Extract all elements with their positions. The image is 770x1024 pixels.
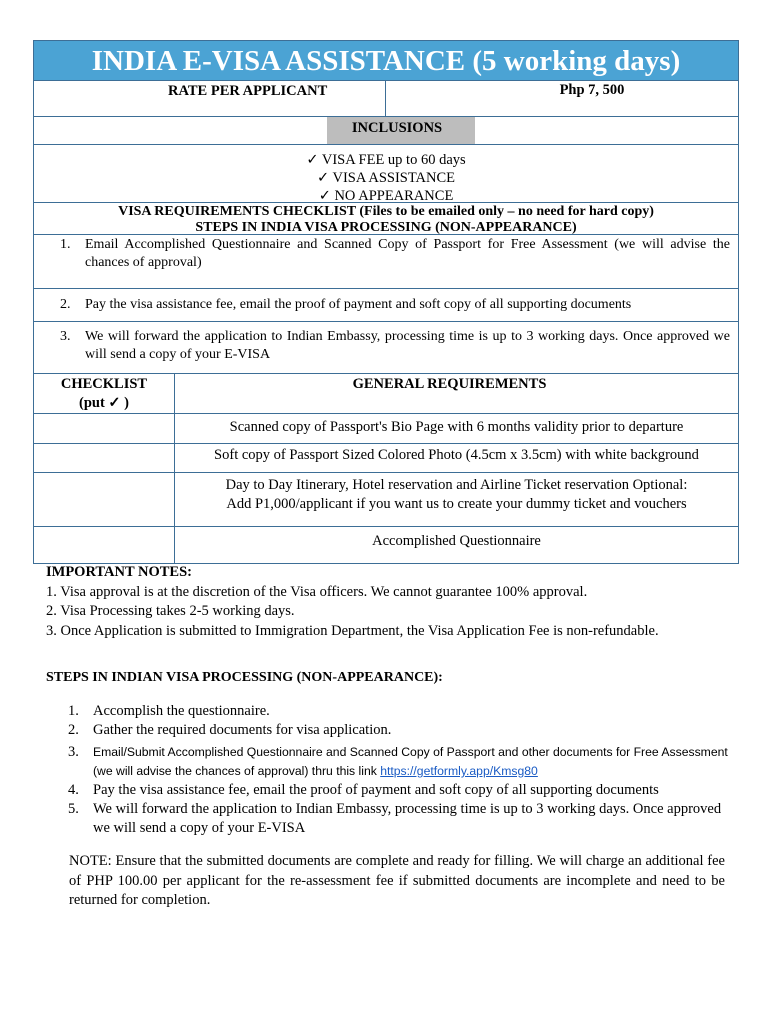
important-note-item: 3. Once Application is submitted to Immigration Department, the Visa Application Fee is non-refundable. [46, 622, 659, 639]
processing-list [68, 702, 728, 838]
list-number: 1. [68, 703, 79, 719]
step-row [34, 234, 738, 288]
list-number: 4. [68, 782, 79, 798]
checklist-checkbox-cell[interactable] [34, 414, 175, 443]
checklist-header-sub: (put ✓ ) [78, 395, 129, 411]
important-notes [46, 563, 659, 641]
list-text-body: Email/Submit Accomplished Questionnaire and Scanned Copy of Passport and other documents for Free Assessment (we will advise the chances of approval) thru this link [93, 745, 728, 778]
requirement-text: Accomplished Questionnaire [372, 533, 541, 549]
step-row [34, 288, 738, 321]
step-text: Pay the visa assistance fee, email the proof of payment and soft copy of all supporting documents [85, 297, 632, 312]
list-text: Pay the visa assistance fee, email the proof of payment and soft copy of all supporting documents [93, 782, 659, 798]
rate-row [34, 80, 738, 116]
rate-label: RATE PER APPLICANT [34, 81, 386, 116]
step-text: Email Accomplished Questionnaire and Scanned Copy of Passport for Free Assessment (we will advise the chances of approval) [85, 237, 730, 270]
requirements-column-header: GENERAL REQUIREMENTS [352, 376, 547, 392]
footer-note: NOTE: Ensure that the submitted documents are complete and ready for filling. We will charge an additional fee of PHP 100.00 per applicant for the re-assessment fee if submitted documents are incomplete and need to be returned for completion. [69, 853, 725, 908]
inclusion-item: ✓ NO APPEARANCE [318, 188, 454, 204]
checklist-row [34, 526, 738, 563]
requirement-line: Add P1,000/applicant if you want us to create your dummy ticket and vouchers [226, 496, 687, 512]
step-number: 2. [60, 297, 71, 312]
list-text: Accomplish the questionnaire. [93, 703, 270, 719]
list-text: Gather the required documents for visa application. [93, 722, 392, 738]
checklist-checkbox-cell[interactable] [34, 473, 175, 526]
questionnaire-link[interactable]: https://getformly.app/Kmsg80 [380, 764, 538, 778]
checklist-row [34, 413, 738, 443]
rate-value: Php 7, 500 [559, 82, 625, 98]
checklist-checkbox-cell[interactable] [34, 527, 175, 563]
list-number: 2. [68, 722, 79, 738]
step-text: We will forward the application to Indian Embassy, processing time is up to 3 working days. Once approved we will send a copy of your E-VISA [85, 329, 730, 362]
list-number: 3. [68, 744, 79, 760]
checklist-row [34, 443, 738, 472]
page-title: INDIA E-VISA ASSISTANCE (5 working days) [34, 41, 738, 80]
step-number: 3. [60, 329, 71, 344]
checklist-column-header [34, 374, 175, 413]
important-notes-title: IMPORTANT NOTES: [46, 564, 192, 580]
step-number: 1. [60, 237, 71, 252]
inclusions-label: INCLUSIONS [327, 117, 475, 145]
checklist-header-label: CHECKLIST [60, 376, 148, 392]
requirements-line: VISA REQUIREMENTS CHECKLIST (Files to be emailed only – no need for hard copy) [118, 204, 654, 219]
list-item [68, 800, 728, 838]
inclusion-item: ✓ VISA ASSISTANCE [316, 170, 456, 186]
list-item [68, 743, 728, 781]
list-item [68, 721, 728, 740]
list-text [93, 743, 728, 781]
step-row [34, 321, 738, 373]
inclusion-item: ✓ VISA FEE up to 60 days [306, 152, 466, 168]
list-item [68, 702, 728, 721]
checklist-checkbox-cell[interactable] [34, 444, 175, 472]
list-item [68, 781, 728, 800]
important-note-item: 2. Visa Processing takes 2-5 working days. [46, 603, 295, 619]
checklist-row [34, 472, 738, 526]
processing-title: STEPS IN INDIAN VISA PROCESSING (NON-APPEARANCE): [46, 670, 443, 685]
important-note-item: 1. Visa approval is at the discretion of the Visa officers. We cannot guarantee 100% approval. [46, 583, 588, 600]
requirement-line: Day to Day Itinerary, Hotel reservation and Airline Ticket reservation Optional: [225, 477, 688, 493]
inclusions-row [34, 116, 738, 144]
requirement-text: Scanned copy of Passport's Bio Page with 6 months validity prior to departure [229, 419, 684, 435]
requirements-heading [34, 202, 738, 234]
list-number: 5. [68, 801, 79, 817]
steps-heading: STEPS IN INDIA VISA PROCESSING (NON-APPEARANCE) [195, 220, 577, 235]
requirement-text: Soft copy of Passport Sized Colored Photo (4.5cm x 3.5cm) with white background [214, 447, 699, 463]
inclusions-list [34, 144, 738, 202]
checklist-header-row [34, 373, 738, 413]
requirement-text [175, 473, 738, 526]
list-text: We will forward the application to Indian Embassy, processing time is up to 3 working days. Once approved we will send a copy of your E-VISA [93, 801, 722, 836]
visa-info-table [33, 40, 739, 564]
